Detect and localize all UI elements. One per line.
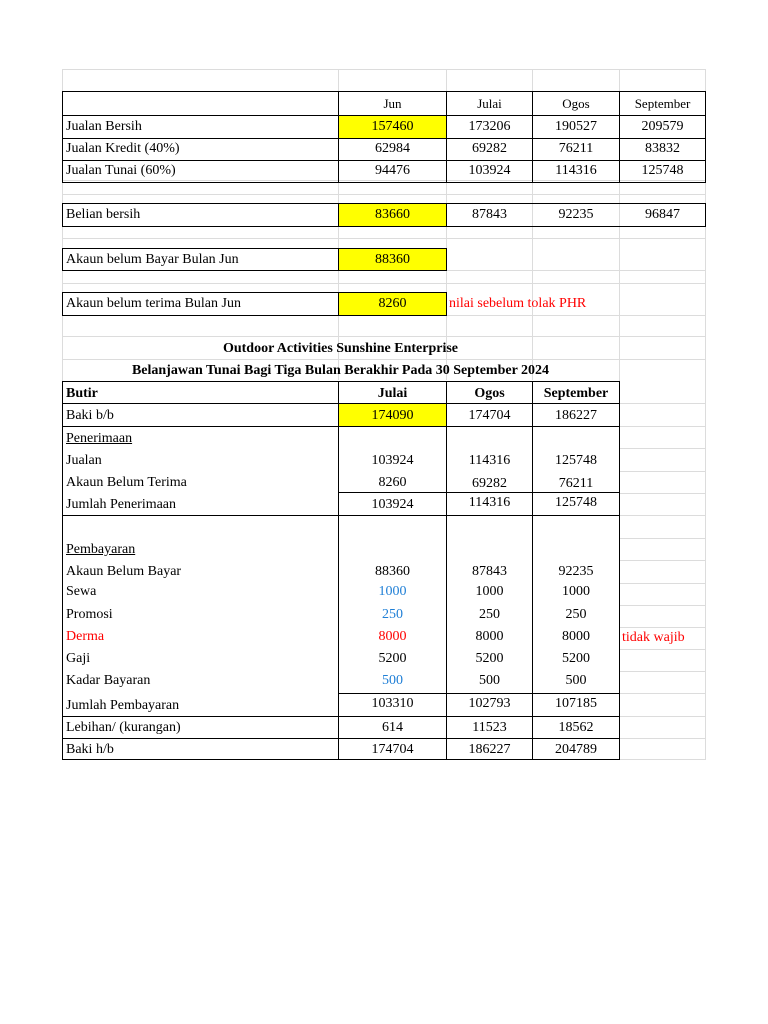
row-label: Jualan xyxy=(66,453,102,468)
budget-title: Belanjawan Tunai Bagi Tiga Bulan Berakhir Pada 30 September 2024 xyxy=(131,363,550,378)
cell-value: 8000 xyxy=(562,629,590,644)
cell-value: 69282 xyxy=(472,476,507,491)
cell-value: 8000 xyxy=(475,629,504,644)
header-jun: Jun xyxy=(383,96,402,111)
cell-value: 173206 xyxy=(468,119,511,134)
row-label: Jumlah Pembayaran xyxy=(66,698,180,713)
cell-value: 103924 xyxy=(468,163,511,178)
row-label: Kadar Bayaran xyxy=(66,673,151,688)
cell-value: 114316 xyxy=(468,495,511,510)
cell-value: 500 xyxy=(479,673,500,688)
cell-value: 96847 xyxy=(645,207,680,222)
cell-value: 174090 xyxy=(371,408,414,423)
cell-value: 88360 xyxy=(375,564,410,579)
row-label: Baki b/b xyxy=(66,408,114,423)
cell-value: 250 xyxy=(565,607,587,622)
cell-value: 157460 xyxy=(371,119,414,134)
row-label: Belian bersih xyxy=(66,207,141,222)
cell-value: 125748 xyxy=(641,163,684,178)
cell-value: 125748 xyxy=(555,495,597,510)
header-ogos: Ogos xyxy=(474,386,505,401)
note-text: nilai sebelum tolak PHR xyxy=(449,296,587,311)
row-label: Jumlah Penerimaan xyxy=(66,497,177,512)
cell-value: 5200 xyxy=(475,651,504,666)
cell-value: 87843 xyxy=(472,564,507,579)
cell-value: 186227 xyxy=(468,742,511,757)
cell-value: 87843 xyxy=(472,207,507,222)
cell-value: 103924 xyxy=(371,453,414,468)
cell-value: 92235 xyxy=(558,207,594,222)
row-label: Akaun belum Bayar Bulan Jun xyxy=(66,252,239,267)
header-ogos: Ogos xyxy=(562,96,590,111)
cell-value: 114316 xyxy=(468,453,511,468)
cell-value: 5200 xyxy=(562,651,590,666)
cell-value: 125748 xyxy=(555,453,597,468)
cell-value: 8000 xyxy=(378,629,407,644)
cell-value: 114316 xyxy=(555,163,597,178)
row-label: Derma xyxy=(66,629,105,644)
cell-value: 250 xyxy=(382,607,403,622)
cell-value: 1000 xyxy=(378,584,407,599)
header-julai: Julai xyxy=(477,96,502,111)
row-label: Lebihan/ (kurangan) xyxy=(66,720,181,735)
row-label: Gaji xyxy=(66,651,91,666)
cell-value: 11523 xyxy=(472,720,507,735)
cell-value: 186227 xyxy=(555,408,597,423)
cell-value: 500 xyxy=(382,673,403,688)
cell-value: 76211 xyxy=(558,141,594,156)
cell-value: 88360 xyxy=(375,252,410,267)
header-julai: Julai xyxy=(377,386,408,401)
row-label: Akaun Belum Terima xyxy=(66,475,187,490)
cell-value: 614 xyxy=(382,720,403,735)
note-text: tidak wajib xyxy=(622,630,685,645)
row-label: Baki h/b xyxy=(66,742,114,757)
section-heading: Penerimaan xyxy=(66,431,133,446)
cell-value: 83660 xyxy=(375,207,410,222)
cell-value: 92235 xyxy=(558,564,594,579)
cell-value: 18562 xyxy=(558,720,594,735)
row-label: Sewa xyxy=(66,584,97,599)
row-label: Akaun Belum Bayar xyxy=(66,564,182,579)
cell-value: 5200 xyxy=(378,651,407,666)
cell-value: 500 xyxy=(565,673,587,688)
cell-value: 102793 xyxy=(468,696,511,711)
row-label: Akaun belum terima Bulan Jun xyxy=(66,296,241,311)
header-september: September xyxy=(543,386,609,401)
cell-value: 107185 xyxy=(555,696,597,711)
cell-value: 1000 xyxy=(562,584,590,599)
header-butir: Butir xyxy=(66,386,98,401)
cell-value: 1000 xyxy=(475,584,504,599)
cell-value: 69282 xyxy=(472,141,507,156)
row-label: Promosi xyxy=(66,607,113,622)
cell-value: 250 xyxy=(479,607,500,622)
cell-value: 204789 xyxy=(555,742,597,757)
section-heading: Pembayaran xyxy=(66,542,136,557)
row-label: Jualan Tunai (60%) xyxy=(66,163,176,178)
cell-value: 76211 xyxy=(558,476,594,491)
cell-value: 174704 xyxy=(371,742,414,757)
cell-value: 190527 xyxy=(555,119,597,134)
company-title: Outdoor Activities Sunshine Enterprise xyxy=(222,341,459,356)
cell-value: 83832 xyxy=(645,141,680,156)
cell-value: 103924 xyxy=(371,497,414,512)
cell-value: 174704 xyxy=(468,408,511,423)
cell-value: 103310 xyxy=(371,696,414,711)
header-september: September xyxy=(634,96,691,111)
cell-value: 8260 xyxy=(378,296,407,311)
row-label: Jualan Kredit (40%) xyxy=(66,141,180,156)
cell-value: 8260 xyxy=(378,475,407,490)
cell-value: 62984 xyxy=(375,141,410,156)
row-label: Jualan Bersih xyxy=(66,119,142,134)
cell-value: 94476 xyxy=(375,163,410,178)
cell-value: 209579 xyxy=(641,119,684,134)
